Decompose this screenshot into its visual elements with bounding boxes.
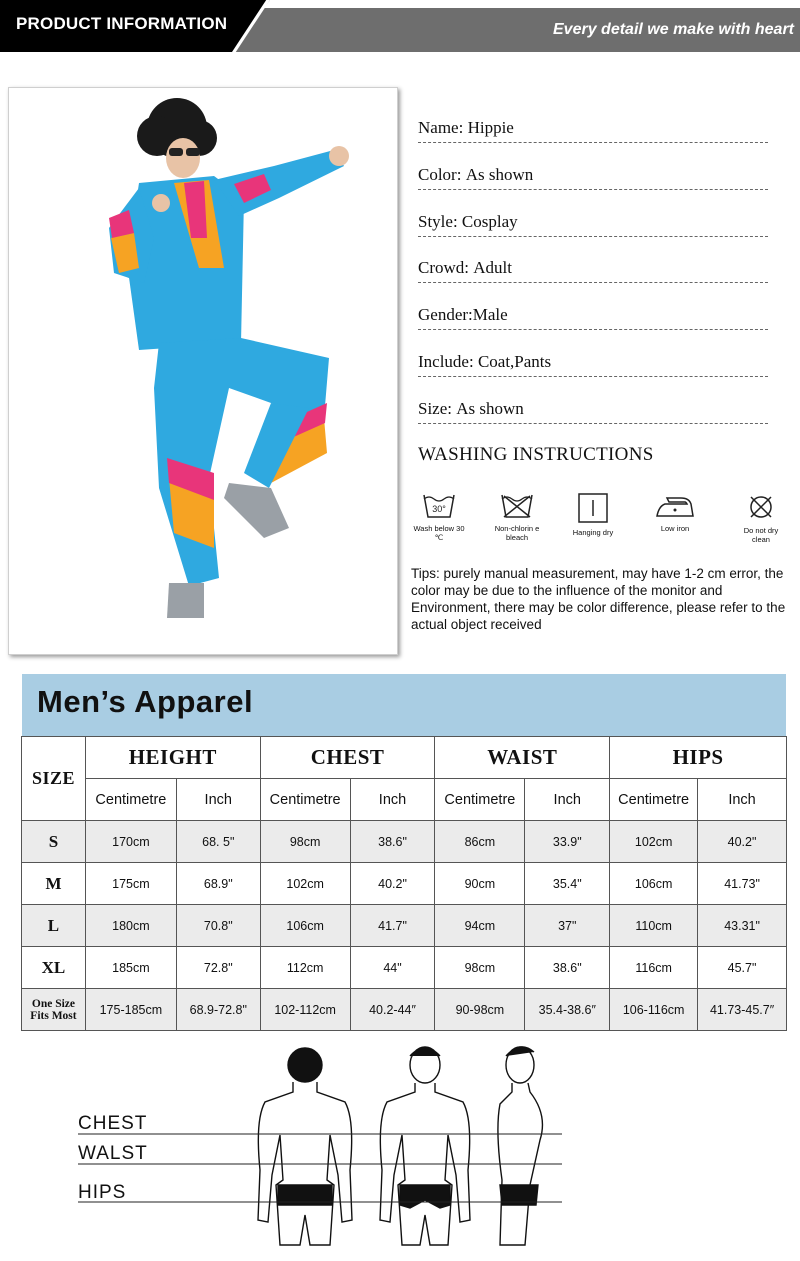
table-cell: 185cm <box>85 947 176 989</box>
banner-tagline: Every detail we make with heart <box>553 21 794 38</box>
table-cell: 110cm <box>610 905 698 947</box>
hang-dry-icon <box>576 492 610 524</box>
table-cell: 112cm <box>260 947 350 989</box>
tips-text: Tips: purely manual measurement, may have 1-2 cm error, the color may be due to the influence of the monitor and Environment, there may be color difference, please refer to the actual object received <box>411 566 786 632</box>
size-label: S <box>22 821 86 863</box>
attr-name-label: Name: <box>418 118 464 137</box>
table-cell: 90cm <box>435 863 525 905</box>
attr-color-label: Color: <box>418 165 462 184</box>
chest-measure-label: CHEST <box>78 1113 148 1134</box>
costume-illustration <box>9 88 397 654</box>
table-cell: 72.8" <box>176 947 260 989</box>
size-label <box>22 989 86 1031</box>
waist-measure-label: WALST <box>78 1143 148 1164</box>
table-cell: 41.7" <box>350 905 435 947</box>
attr-include-label: Include: <box>418 352 474 371</box>
table-cell: 33.9" <box>525 821 610 863</box>
table-cell: 175-185cm <box>85 989 176 1031</box>
table-cell: 43.31" <box>698 905 787 947</box>
size-label: XL <box>22 947 86 989</box>
table-row <box>22 989 787 1031</box>
table-cell: 180cm <box>85 905 176 947</box>
table-cell: 102-112cm <box>260 989 350 1031</box>
hips-header: HIPS <box>610 737 787 779</box>
height-header: HEIGHT <box>85 737 260 779</box>
banner-title: PRODUCT INFORMATION <box>16 14 228 33</box>
attr-style-value: Cosplay <box>461 212 518 231</box>
table-cell: 44" <box>350 947 435 989</box>
unit-cell: Inch <box>525 779 610 821</box>
table-cell: 37" <box>525 905 610 947</box>
table-cell: 40.2" <box>698 821 787 863</box>
wash-item-bleach <box>490 492 544 542</box>
attr-name <box>418 118 768 143</box>
chest-header: CHEST <box>260 737 435 779</box>
table-cell: 116cm <box>610 947 698 989</box>
header-banner <box>0 0 800 52</box>
attr-crowd <box>418 258 768 283</box>
attr-crowd-label: Crowd: <box>418 258 469 277</box>
size-label: L <box>22 905 86 947</box>
product-photo <box>8 87 398 655</box>
attr-include-value: Coat,Pants <box>477 352 552 371</box>
table-cell: 38.6" <box>350 821 435 863</box>
hang-dry-label: Hanging dry <box>572 528 614 537</box>
wash-temp-label: 30° <box>432 504 446 514</box>
wash-item-hang <box>566 492 620 537</box>
table-cell: 45.7" <box>698 947 787 989</box>
table-cell: 68. 5" <box>176 821 260 863</box>
attr-gender-value: Male <box>472 305 508 324</box>
unit-cell: Centimetre <box>85 779 176 821</box>
table-cell: 106-116cm <box>610 989 698 1031</box>
no-bleach-icon <box>500 492 534 520</box>
wash-30-icon <box>422 492 456 520</box>
attr-size <box>418 399 768 424</box>
wash-30-label: Wash below 30 ℃ <box>413 524 465 542</box>
no-dry-clean-icon <box>746 492 776 522</box>
table-cell: 38.6" <box>525 947 610 989</box>
unit-cell: Centimetre <box>610 779 698 821</box>
attr-color <box>418 165 768 190</box>
attr-name-value: Hippie <box>467 118 514 137</box>
table-cell: 35.4-38.6″ <box>525 989 610 1031</box>
table-row <box>22 947 787 989</box>
table-cell: 68.9" <box>176 863 260 905</box>
table-cell: 40.2" <box>350 863 435 905</box>
table-cell: 90-98cm <box>435 989 525 1031</box>
table-cell: 98cm <box>260 821 350 863</box>
low-iron-label: Low iron <box>660 524 690 533</box>
size-header: SIZE <box>22 737 86 821</box>
table-cell: 106cm <box>610 863 698 905</box>
low-iron-icon <box>655 492 695 520</box>
attr-style <box>418 212 768 237</box>
table-cell: 35.4" <box>525 863 610 905</box>
waist-header: WAIST <box>435 737 610 779</box>
no-dry-clean-label: Do not dry clean <box>743 526 779 544</box>
attr-include <box>418 352 768 377</box>
table-cell: 102cm <box>610 821 698 863</box>
size-label-line1: One Size <box>31 997 76 1010</box>
unit-cell: Inch <box>176 779 260 821</box>
unit-cell: Inch <box>350 779 435 821</box>
table-cell: 41.73" <box>698 863 787 905</box>
table-row <box>22 821 787 863</box>
table-cell: 94cm <box>435 905 525 947</box>
table-row <box>22 905 787 947</box>
size-table <box>21 736 787 1031</box>
table-cell: 175cm <box>85 863 176 905</box>
table-cell: 98cm <box>435 947 525 989</box>
unit-cell: Inch <box>698 779 787 821</box>
size-label: M <box>22 863 86 905</box>
table-cell: 86cm <box>435 821 525 863</box>
unit-cell: Centimetre <box>260 779 350 821</box>
attr-size-value: As shown <box>456 399 524 418</box>
attr-crowd-value: Adult <box>473 258 512 277</box>
no-bleach-label: Non-chlorin e bleach <box>494 524 540 542</box>
table-cell: 170cm <box>85 821 176 863</box>
attr-size-label: Size: <box>418 399 452 418</box>
table-cell: 106cm <box>260 905 350 947</box>
size-label-line2: Fits Most <box>30 1009 77 1022</box>
attr-gender <box>418 305 768 330</box>
size-chart-title-bar <box>22 674 786 736</box>
size-chart-title: Men’s Apparel <box>37 684 254 719</box>
attr-color-value: As shown <box>465 165 534 184</box>
hips-measure-label: HIPS <box>78 1182 127 1203</box>
table-row <box>22 863 787 905</box>
table-cell: 41.73-45.7″ <box>698 989 787 1031</box>
table-cell: 68.9-72.8" <box>176 989 260 1031</box>
wash-item-dryclean <box>734 492 788 544</box>
table-unit-row <box>22 779 787 821</box>
attr-style-label: Style: <box>418 212 458 231</box>
unit-cell: Centimetre <box>435 779 525 821</box>
table-cell: 70.8" <box>176 905 260 947</box>
washing-title: WASHING INSTRUCTIONS <box>418 444 654 465</box>
table-cell: 40.2-44″ <box>350 989 435 1031</box>
wash-item-iron <box>648 492 702 533</box>
wash-item-30 <box>412 492 466 542</box>
attr-gender-label: Gender: <box>418 305 473 324</box>
table-cell: 102cm <box>260 863 350 905</box>
table-header-row <box>22 737 787 779</box>
